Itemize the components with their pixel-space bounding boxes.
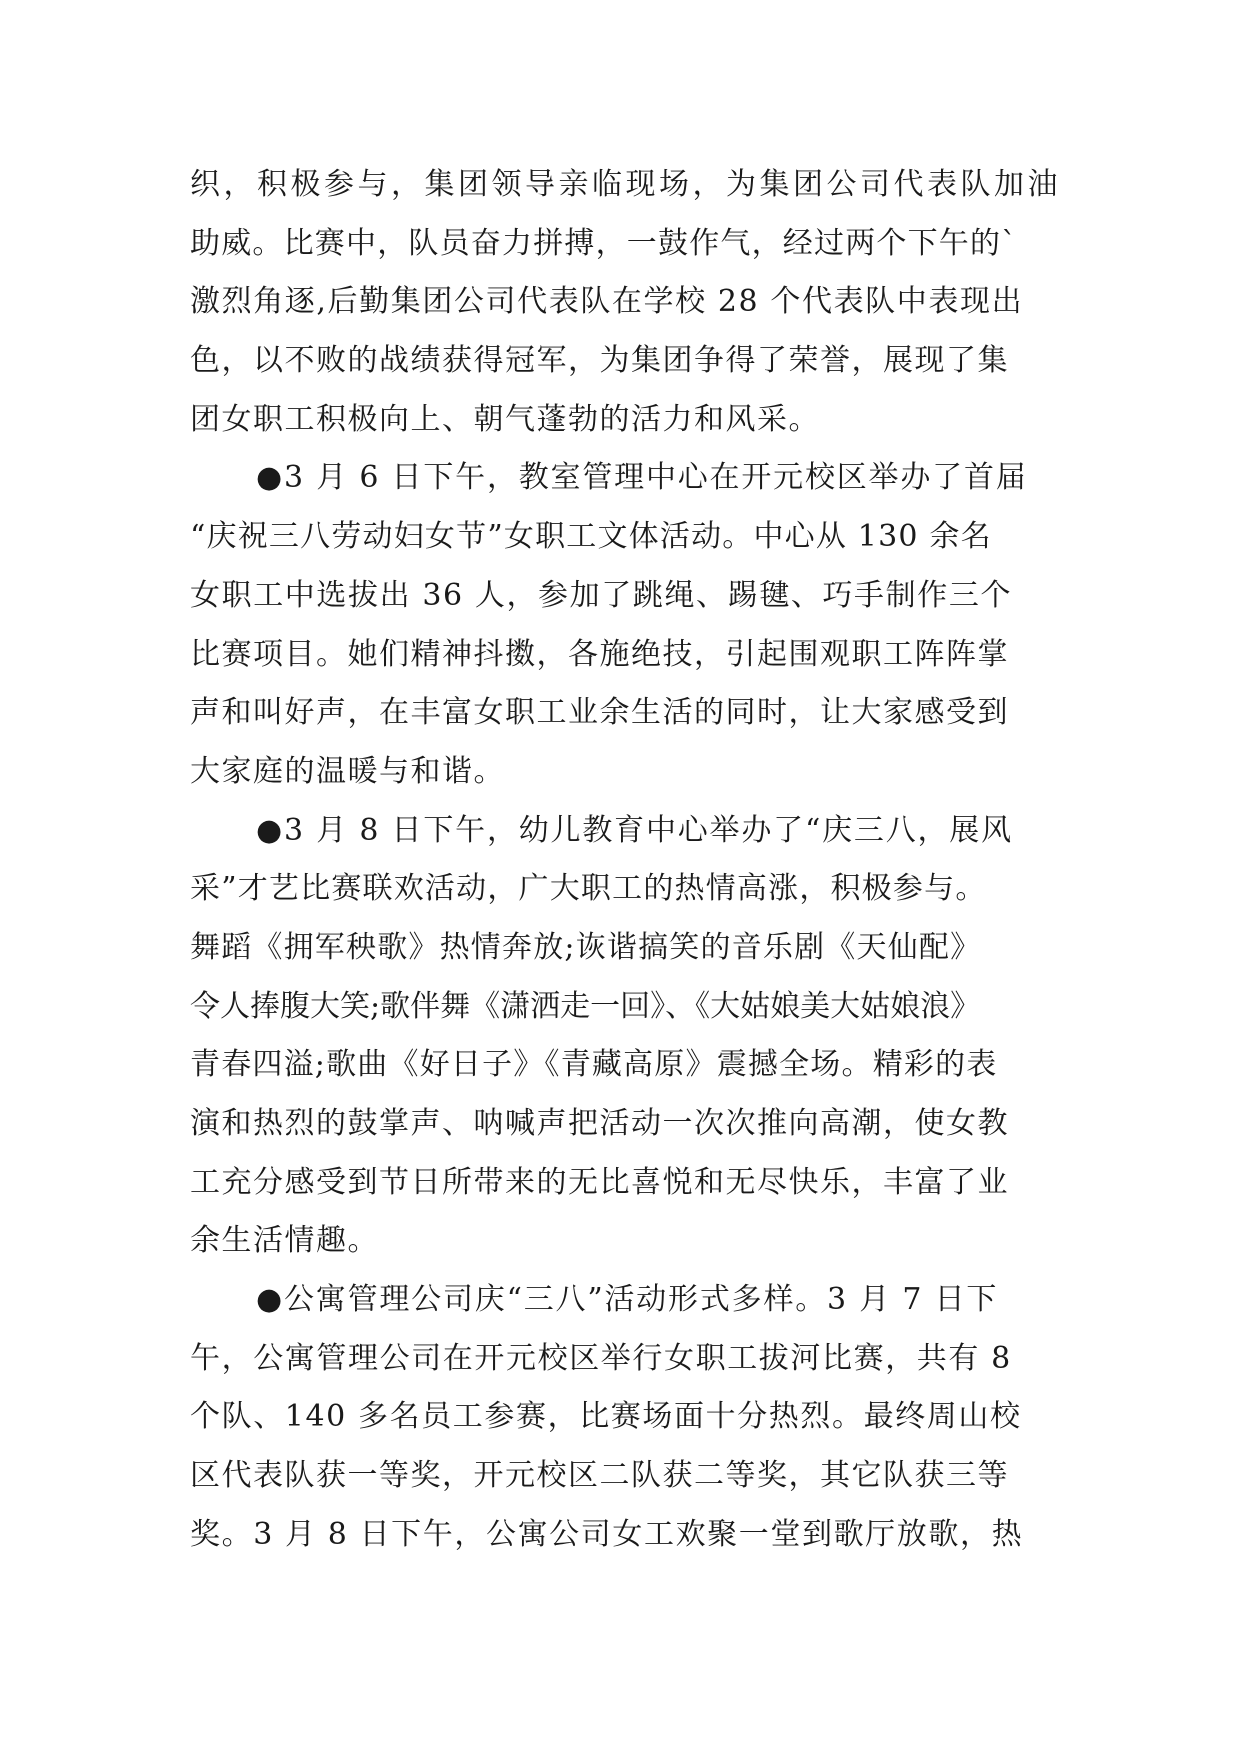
text-line: 团女职工积极向上、朝气蓬勃的活力和风采。 (190, 401, 820, 437)
text-line: 奖。3 月 8 日下午，公寓公司女工欢聚一堂到歌厅放歌，热 (190, 1516, 1024, 1552)
text-line: 助威。比赛中，队员奋力拼搏，一鼓作气，经过两个下午的` (190, 225, 1018, 261)
text-line: 采”才艺比赛联欢活动，广大职工的热情高涨，积极参与。 (190, 871, 987, 907)
text-line: 演和热烈的鼓掌声、呐喊声把活动一次次推向高潮，使女教 (190, 1106, 1009, 1141)
text-line: 色，以不败的战绩获得冠军，为集团争得了荣誉，展现了集 (190, 343, 1009, 379)
text-line: “庆祝三八劳动妇女节”女职工文体活动。中心从 130 余名 (190, 519, 992, 555)
text-line: 比赛项目。她们精神抖擞，各施绝技，引起围观职工阵阵掌 (190, 636, 1009, 672)
text-line: 个队、140 多名员工参赛，比赛场面十分热烈。最终周山校 (190, 1399, 1022, 1435)
text-line: 激烈角逐,后勤集团公司代表队在学校 28 个代表队中表现出 (190, 284, 1024, 320)
body-text (190, 156, 1061, 1565)
text-line: 工充分感受到节日所带来的无比喜悦和无尽快乐，丰富了业 (190, 1164, 1009, 1200)
text-line: ●3 月 6 日下午，教室管理中心在开元校区举办了首届 (256, 460, 1028, 496)
text-line: 区代表队获一等奖，开元校区二队获二等奖，其它队获三等 (190, 1458, 1009, 1494)
text-line: ●3 月 8 日下午，幼儿教育中心举办了“庆三八，展风 (256, 812, 1013, 848)
text-line: 令人捧腹大笑;歌伴舞《潇洒走一回》、《大姑娘美大姑娘浪》 (190, 988, 981, 1024)
text-line: 余生活情趣。 (190, 1223, 379, 1259)
text-line: 大家庭的温暖与和谐。 (190, 753, 505, 789)
text-line: 舞蹈《拥军秧歌》热情奔放;诙谐搞笑的音乐剧《天仙配》 (190, 929, 982, 965)
text-line: ●公寓管理公司庆“三八”活动形式多样。3 月 7 日下 (256, 1282, 999, 1318)
text-line: 声和叫好声，在丰富女职工业余生活的同时，让大家感受到 (190, 695, 1009, 731)
text-line: 午，公寓管理公司在开元校区举行女职工拔河比赛，共有 8 (190, 1340, 1012, 1376)
text-line: 织，积极参与，集团领导亲临现场，为集团公司代表队加油 (190, 167, 1061, 202)
text-line: 青春四溢;歌曲《好日子》《青藏高原》震撼全场。精彩的表 (190, 1047, 998, 1083)
text-line: 女职工中选拔出 36 人，参加了跳绳、踢毽、巧手制作三个 (190, 577, 1013, 613)
